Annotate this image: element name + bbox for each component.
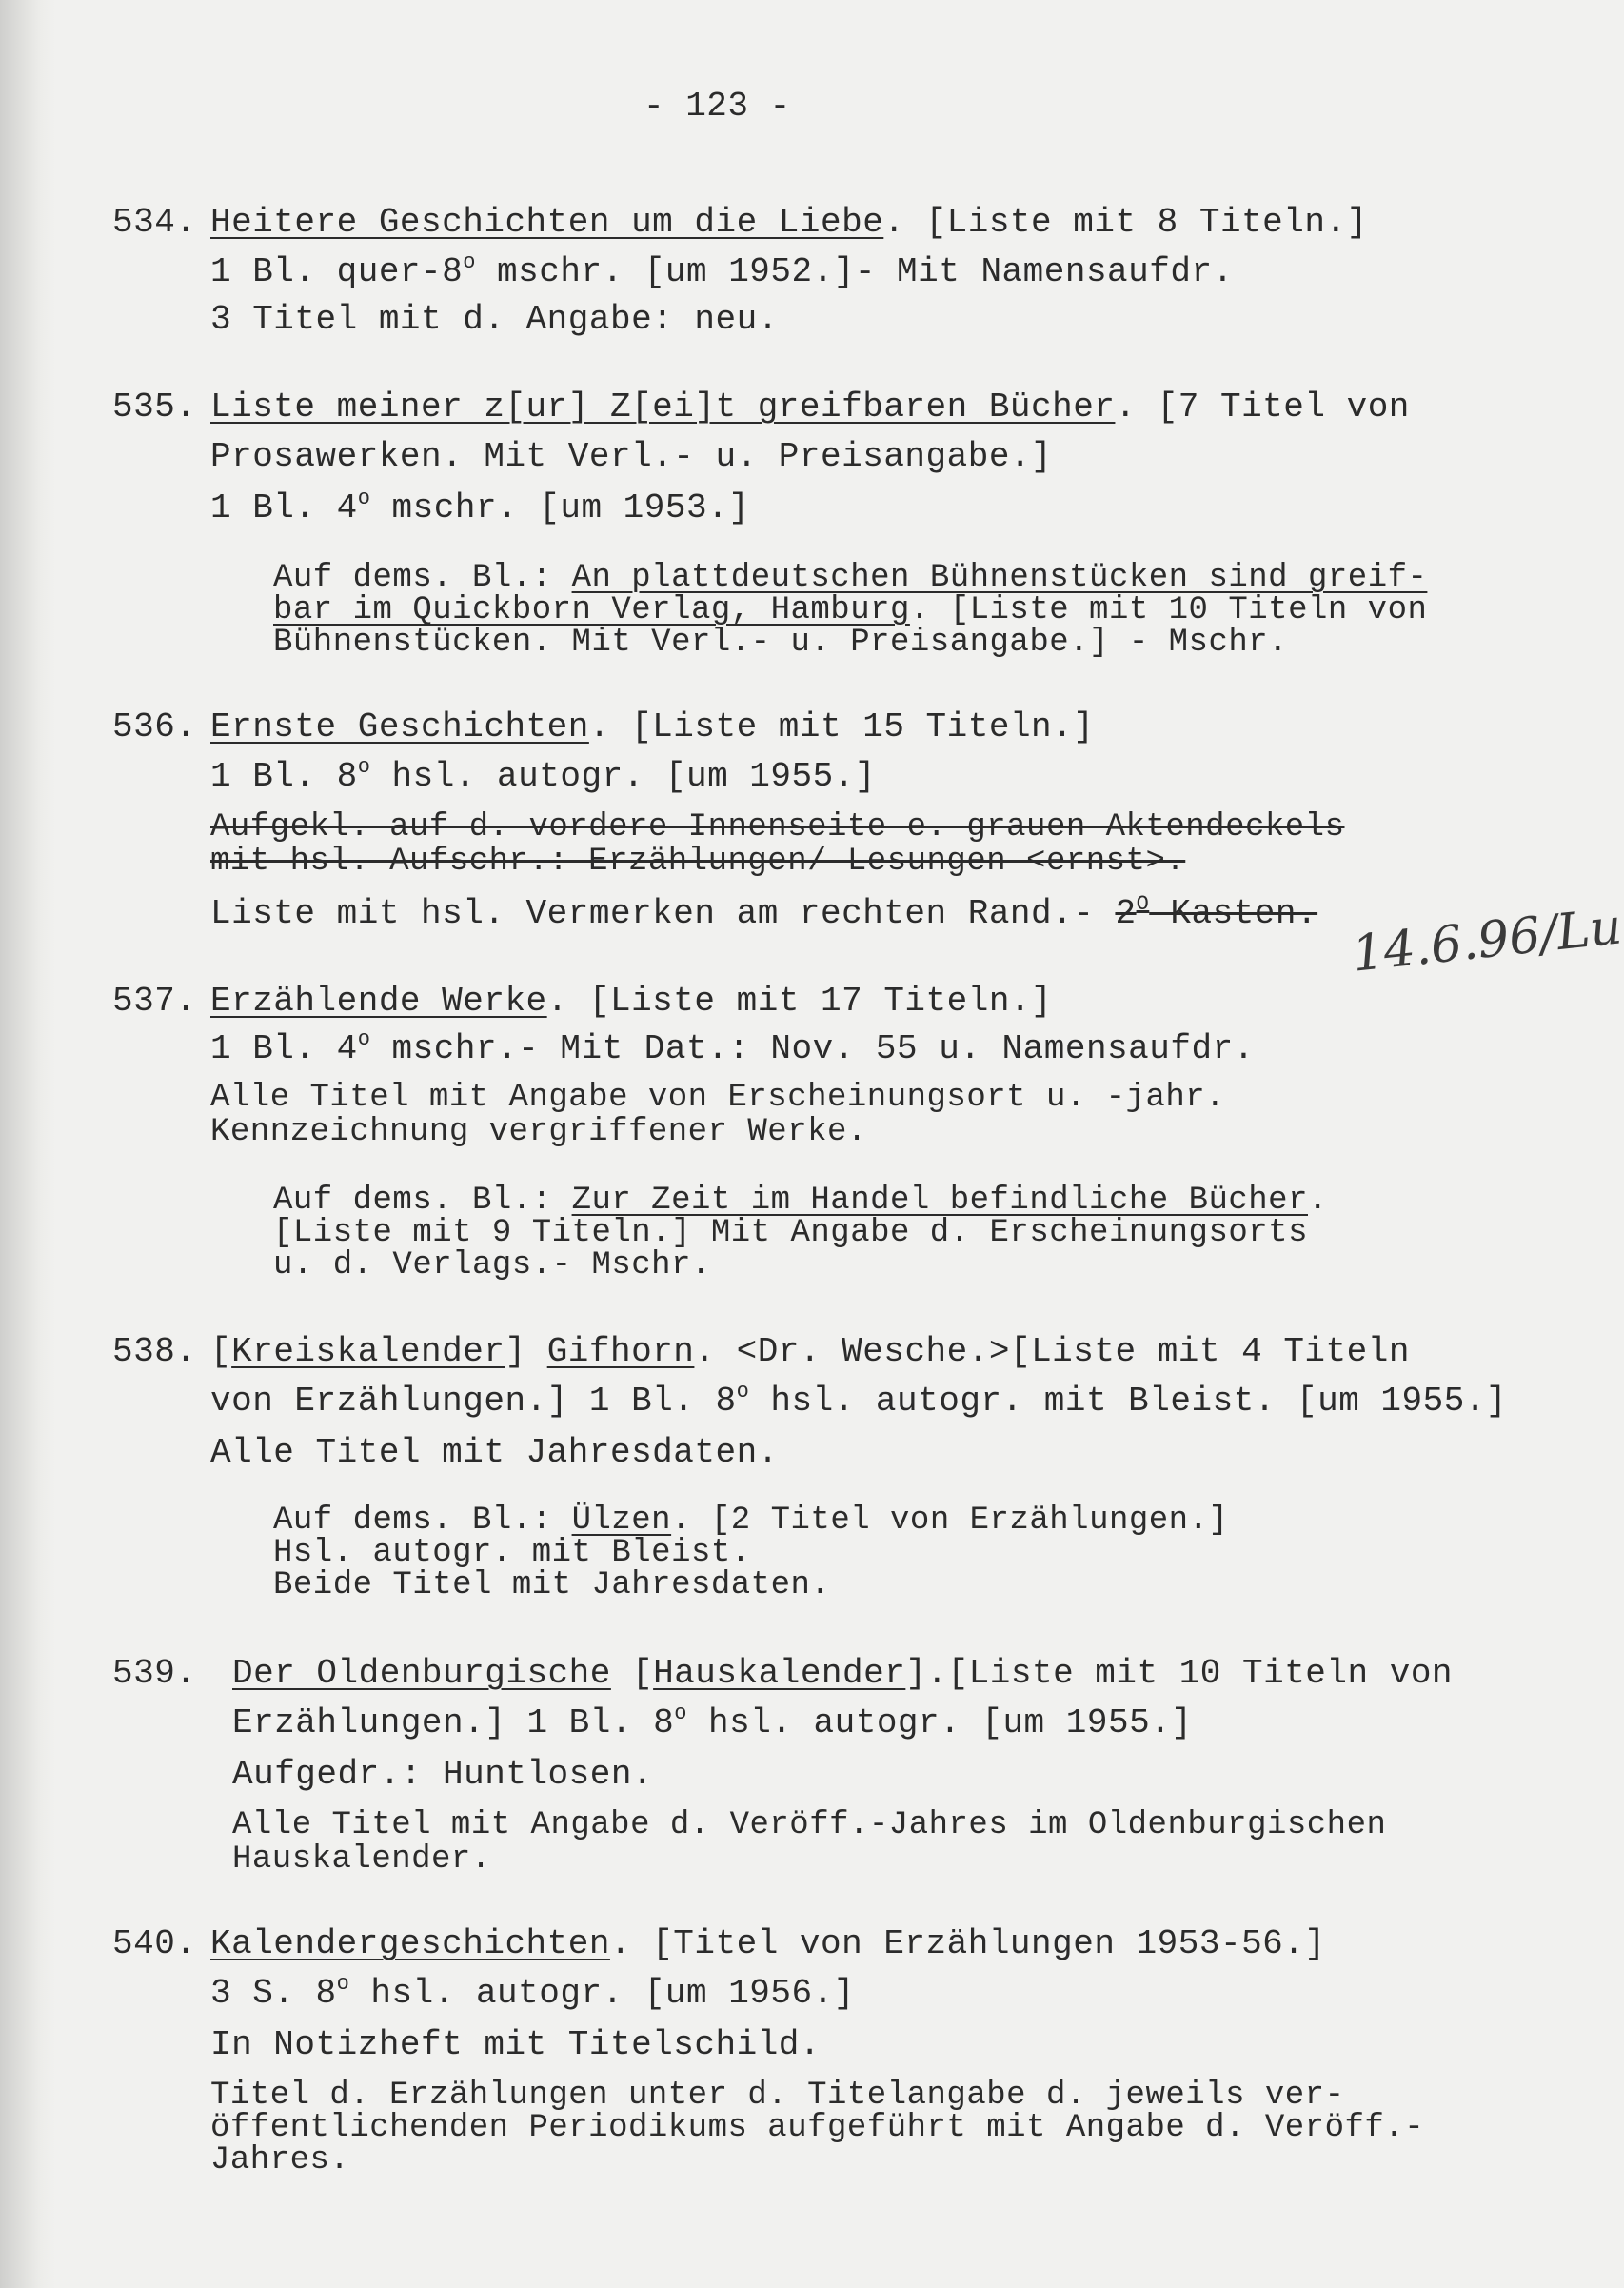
- entry-number: 539.: [112, 1654, 197, 1693]
- struck-text: Aufgekl. auf d. vordere Innenseite e. grauen Aktendeckels: [210, 809, 1345, 846]
- entry-title: Kalendergeschichten: [210, 1924, 610, 1963]
- entry-line: 3 S. 8$^o$ hsl. autogr. [um 1956.]: [210, 1972, 855, 2013]
- entry-line: Kennzeichnung vergriffener Werke.: [210, 1114, 867, 1150]
- page-edge-shadow: [0, 0, 55, 2288]
- entry-title: Gifhorn: [546, 1332, 695, 1371]
- sub-entry-line: Hsl. autogr. mit Bleist.: [273, 1535, 751, 1571]
- struck-text: mit hsl. Aufschr.: Erzählungen/ Lesungen <ernst>.: [210, 844, 1186, 880]
- entry-line: Alle Titel mit Jahresdaten.: [210, 1433, 779, 1472]
- entry-line: Alle Titel mit Angabe d. Veröff.-Jahres im Oldenburgischen: [232, 1807, 1387, 1843]
- entry-title: Liste meiner z[ur] Z[ei]t greifbaren Bücher: [210, 388, 1116, 427]
- entry-number: 534.: [112, 203, 197, 242]
- entry-title-line: Kalendergeschichten. [Titel von Erzählungen 1953-56.]: [210, 1924, 1326, 1963]
- entry-line: 1 Bl. 4$^o$ mschr. [um 1953.]: [210, 487, 750, 527]
- handwritten-annotation: 14.6.96/Lu: [1349, 898, 1624, 984]
- entry-title: Ernste Geschichten: [210, 707, 589, 746]
- sub-entry-line: u. d. Verlags.- Mschr.: [273, 1247, 711, 1283]
- entry-line: Aufgedr.: Huntlosen.: [232, 1755, 654, 1794]
- entry-title-line: Ernste Geschichten. [Liste mit 15 Titeln.]: [210, 707, 1095, 746]
- entry-line: Prosawerken. Mit Verl.- u. Preisangabe.]: [210, 437, 1053, 476]
- sub-entry-line: Bühnenstücken. Mit Verl.- u. Preisangabe.] - Mschr.: [273, 625, 1289, 661]
- struck-text: $2^O$-Kasten.: [1115, 892, 1318, 933]
- sub-entry-line: [Liste mit 9 Titeln.] Mit Angabe d. Erscheinungsorts: [273, 1215, 1308, 1251]
- sub-entry-line: Auf dems. Bl.: An plattdeutschen Bühnenstücken sind greif-: [273, 560, 1428, 596]
- entry-line: Hauskalender.: [232, 1841, 491, 1878]
- entry-line: Liste mit hsl. Vermerken am rechten Rand.- $2^O$-Kasten.: [210, 892, 1318, 933]
- sub-entry-title: An plattdeutschen Bühnenstücken sind greif-: [571, 560, 1428, 596]
- entry-line: 1 Bl. 8$^o$ hsl. autogr. [um 1955.]: [210, 755, 876, 796]
- entry-line: Jahres.: [210, 2142, 350, 2179]
- sub-entry-line: Auf dems. Bl.: Zur Zeit im Handel befindliche Bücher.: [273, 1183, 1328, 1219]
- entry-line: von Erzählungen.] 1 Bl. 8$^o$ hsl. autogr. mit Bleist. [um 1955.]: [210, 1380, 1508, 1421]
- entry-title: Hauskalender: [653, 1654, 906, 1693]
- entry-title: Erzählende Werke: [210, 982, 547, 1021]
- entry-number: 535.: [112, 388, 197, 427]
- sub-entry-line: bar im Quickborn Verlag, Hamburg. [Liste mit 10 Titeln von: [273, 592, 1428, 628]
- entry-title-line: Erzählende Werke. [Liste mit 17 Titeln.]: [210, 982, 1053, 1021]
- entry-number: 538.: [112, 1332, 197, 1371]
- sub-entry-title: Ülzen: [571, 1502, 672, 1539]
- page-number: - 123 -: [644, 87, 791, 126]
- entry-title-line: Der Oldenburgische [Hauskalender].[Liste mit 10 Titeln von: [232, 1654, 1454, 1693]
- entry-line: In Notizheft mit Titelschild.: [210, 2025, 822, 2064]
- entry-line: Titel d. Erzählungen unter d. Titelangabe d. jeweils ver-: [210, 2078, 1345, 2114]
- entry-title-line: Heitere Geschichten um die Liebe. [Liste mit 8 Titeln.]: [210, 203, 1368, 242]
- entry-number: 537.: [112, 982, 197, 1021]
- entry-number: 540.: [112, 1924, 197, 1963]
- entry-line: 1 Bl. 4$^o$ mschr.- Mit Dat.: Nov. 55 u. Namensaufdr.: [210, 1027, 1255, 1068]
- entry-title: Kreiskalender: [231, 1332, 505, 1371]
- entry-title: Der Oldenburgische: [232, 1654, 611, 1693]
- entry-title: Heitere Geschichten um die Liebe: [210, 203, 884, 242]
- entry-line: öffentlichenden Periodikums aufgeführt mit Angabe d. Veröff.-: [210, 2110, 1425, 2146]
- entry-line: Alle Titel mit Angabe von Erscheinungsort u. -jahr.: [210, 1080, 1226, 1116]
- sub-entry-line: Beide Titel mit Jahresdaten.: [273, 1567, 831, 1603]
- entry-line: Erzählungen.] 1 Bl. 8$^o$ hsl. autogr. [um 1955.]: [232, 1701, 1193, 1742]
- entry-number: 536.: [112, 707, 197, 746]
- sub-entry-line: Auf dems. Bl.: Ülzen. [2 Titel von Erzählungen.]: [273, 1502, 1229, 1539]
- sub-entry-title: Zur Zeit im Handel befindliche Bücher: [571, 1183, 1308, 1219]
- entry-line: 3 Titel mit d. Angabe: neu.: [210, 300, 779, 339]
- entry-title-line: [Kreiskalender] Gifhorn. <Dr. Wesche.>[Liste mit 4 Titeln: [210, 1332, 1410, 1371]
- entry-title-line: Liste meiner z[ur] Z[ei]t greifbaren Bücher. [7 Titel von: [210, 388, 1410, 427]
- entry-line: 1 Bl. quer-8$^o$ mschr. [um 1952.]- Mit Namensaufdr.: [210, 250, 1234, 291]
